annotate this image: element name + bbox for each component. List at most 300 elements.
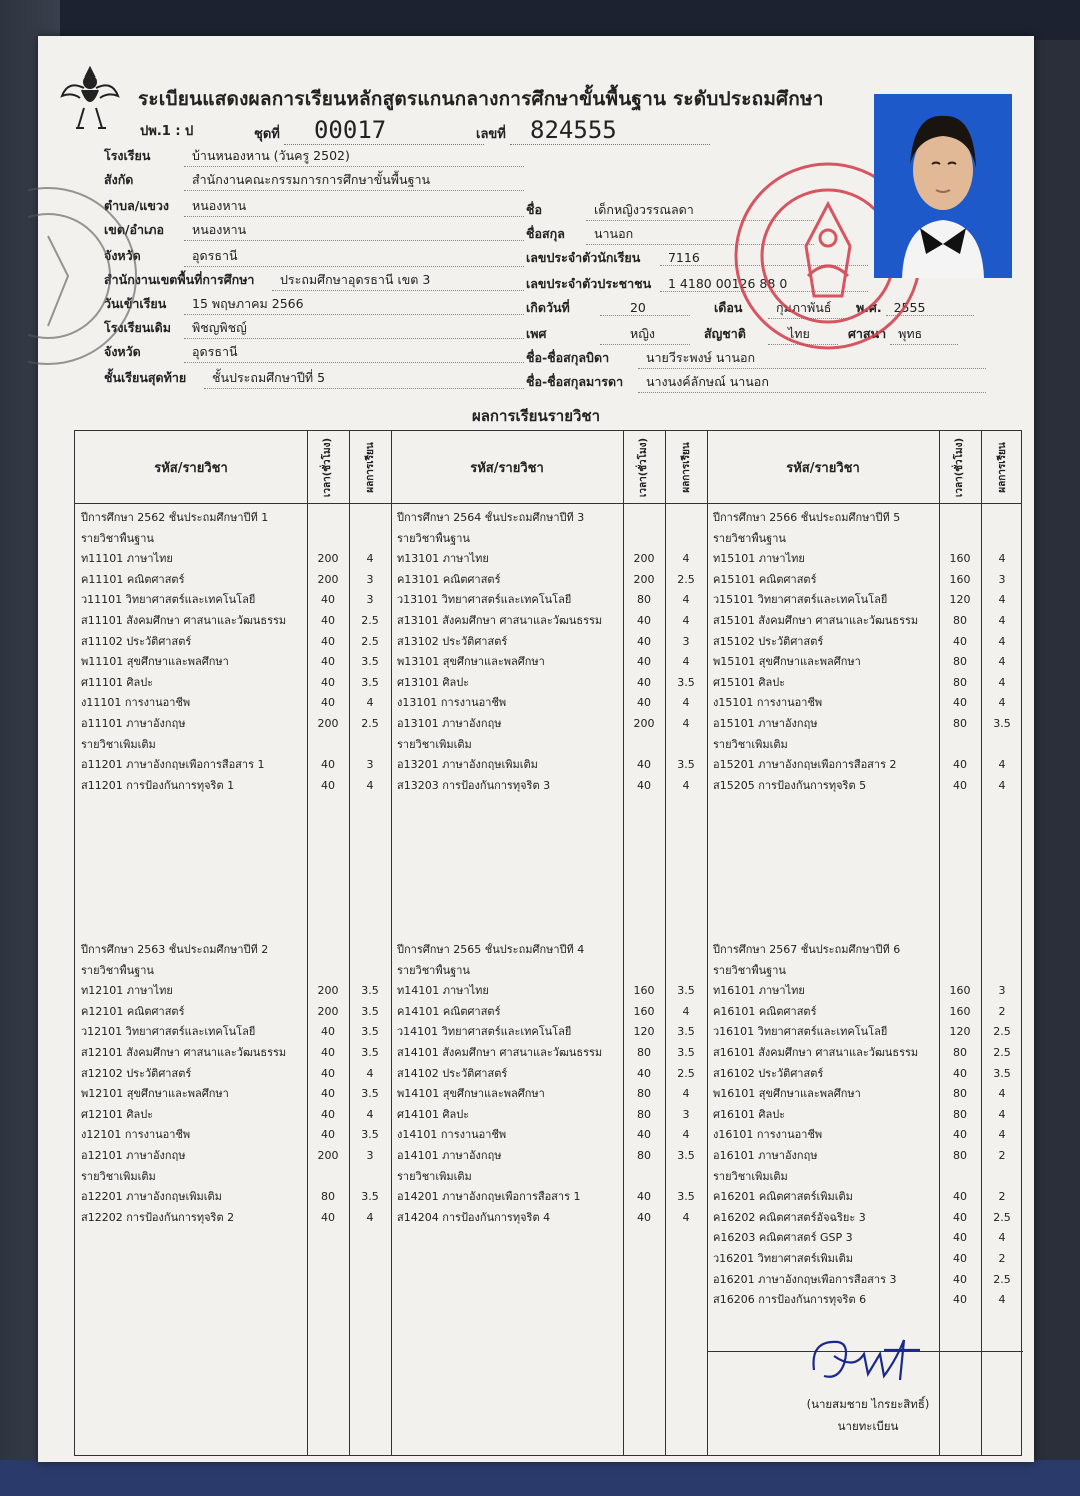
subject-name: ว13101 วิทยาศาสตร์และเทคโนโลยี [397,593,572,607]
subject-hours: 200 [317,572,339,586]
subject-name: ค16101 คณิตศาสตร์ [713,1004,817,1018]
subject-hours: 80 [953,1149,967,1162]
section-heading: ปีการศึกษา 2567 ชั้นประถมศึกษาปีที่ 6 [713,943,901,956]
citizen-id: เลขประจำตัวประชาชน 1 4180 00126 88 0 [526,274,868,294]
school-info-label: ชั้นเรียนสุดท้าย [104,370,187,385]
school-info-label: ตำบล/แขวง [104,198,170,213]
subject-hours: 40 [321,675,335,689]
subject-grade: 4 [998,1231,1006,1245]
subject-hours: 40 [637,1210,651,1224]
subject-grade: 2 [998,1004,1006,1018]
subject-hours: 120 [949,1025,971,1039]
header-divider [75,503,1021,504]
school-info-label: โรงเรียน [104,148,151,163]
school-info-row [104,146,524,167]
subject-hours: 40 [953,634,967,648]
subject-hours: 200 [317,717,339,730]
header-grade [350,435,390,499]
subject-hours: 80 [637,1046,651,1059]
subject-hours: 40 [321,696,335,710]
subject-name: อ16101 ภาษาอังกฤษ [713,1149,818,1162]
subject-name: พ11101 สุขศึกษาและพลศึกษา [81,655,229,669]
subject-hours: 40 [953,1293,967,1307]
subject-grade: 2 [998,1252,1006,1265]
subject-grade: 2 [998,1190,1006,1204]
subject-name: ศ15101 ศิลปะ [713,675,786,689]
subject-grade: 3.5 [361,1190,379,1204]
subject-hours: 40 [321,614,335,627]
subject-grade: 4 [998,1293,1006,1307]
school-info-label: จังหวัด [104,344,141,359]
subject-name: พ15101 สุขศึกษาและพลศึกษา [713,655,861,669]
subject-hours: 40 [953,1066,967,1080]
subject-name: ว16101 วิทยาศาสตร์และเทคโนโลยี [713,1025,888,1039]
subject-name: ส12202 การป้องกันการทุจริต 2 [81,1210,235,1224]
subject-grade: 2.5 [361,614,379,627]
subject-grade: 4 [998,675,1006,689]
subject-name: ว11101 วิทยาศาสตร์และเทคโนโลยี [81,593,256,607]
school-info-row [104,220,524,241]
subject-grade: 4 [998,593,1006,607]
school-info-label: สังกัด [104,172,134,187]
subject-grade: 3 [998,572,1006,586]
subject-name: ท13101 ภาษาไทย [397,552,489,566]
header-subject: รหัส/รายวิชา [470,460,544,476]
school-info-label: วันเข้าเรียน [104,296,167,311]
school-info-label: จังหวัด [104,248,141,263]
subject-name: ค16202 คณิตศาสตร์อัจฉริยะ 3 [713,1210,866,1224]
subject-grade: 4 [998,1107,1006,1121]
sex-nationality-religion: เพศ หญิง สัญชาติ ไทย ศาสนา พุทธ [526,324,958,345]
subject-grade: 4 [366,778,374,792]
subject-name: อ12201 ภาษาอังกฤษเพิ่มเติม [81,1190,222,1204]
school-info-label: โรงเรียนเดิม [104,320,172,335]
subject-hours: 160 [633,1004,655,1018]
subject-name: อ13201 ภาษาอังกฤษเพิ่มเติม [397,758,538,772]
subject-name: อ16201 ภาษาอังกฤษเพื่อการสื่อสาร 3 [713,1272,897,1286]
subject-grade: 3.5 [677,1149,695,1162]
section-heading: รายวิชาเพิ่มเติม [713,1169,788,1183]
subject-grade: 3 [998,984,1006,998]
subject-hours: 40 [637,696,651,710]
header-grade-label: ผลการเรียน [364,441,376,493]
header-subject: รหัส/รายวิชา [786,460,860,476]
school-info-row [104,170,524,191]
subject-hours: 80 [953,717,967,730]
partial-stamp-icon [28,176,138,376]
subject-grade: 4 [366,1107,374,1121]
subject-name: ง11101 การงานอาชีพ [81,696,191,710]
subject-name: ส16102 ประวัติศาสตร์ [713,1066,824,1080]
subject-name: อ14101 ภาษาอังกฤษ [397,1149,502,1162]
header-grade [666,435,706,499]
subject-name: ส11201 การป้องกันการทุจริต 1 [81,778,235,792]
number-row [476,116,710,145]
subject-name: ง12101 การงานอาชีพ [81,1128,191,1142]
number-label: เลขที่ [476,127,506,142]
section-heading: รายวิชาเพิ่มเติม [397,737,472,751]
subject-hours: 40 [953,1252,967,1265]
section-heading: รายวิชาพื้นฐาน [713,531,786,545]
subject-grade: 4 [998,655,1006,669]
subject-hours: 40 [953,1272,967,1286]
subject-hours: 160 [949,572,971,586]
subject-grade: 2.5 [361,634,379,648]
subject-name: พ13101 สุขศึกษาและพลศึกษา [397,655,545,669]
section-heading: ปีการศึกษา 2564 ชั้นประถมศึกษาปีที่ 3 [397,511,585,524]
section-heading: รายวิชาพื้นฐาน [81,531,154,545]
subject-name: ส11102 ประวัติศาสตร์ [81,634,192,648]
subject-grade: 4 [998,614,1006,627]
subject-grade: 3 [682,634,690,648]
subject-hours: 80 [953,1107,967,1121]
header-grade-label: ผลการเรียน [996,441,1008,493]
subject-hours: 40 [637,1190,651,1204]
document-title: ระเบียนแสดงผลการเรียนหลักสูตรแกนกลางการศึกษาขั้นพื้นฐาน ระดับประถมศึกษา [138,88,824,110]
header-grade-label: ผลการเรียน [680,441,692,493]
mother-name: ชื่อ-ชื่อสกุลมารดา นางนงค์ลักษณ์ นานอก [526,372,986,393]
school-info-value: อุดรธานี [184,342,524,363]
subject-grade: 4 [366,1066,374,1080]
subject-name: ค11101 คณิตศาสตร์ [81,572,185,586]
section-heading: รายวิชาเพิ่มเติม [397,1169,472,1183]
subject-name: พ16101 สุขศึกษาและพลศึกษา [713,1087,861,1101]
subject-grade: 4 [682,717,690,730]
subject-hours: 80 [953,675,967,689]
subject-grade: 3.5 [677,758,695,772]
subject-grade: 4 [998,1087,1006,1101]
school-info-label: เขต/อำเภอ [104,222,165,237]
subject-grade: 4 [366,1210,374,1224]
subject-hours: 40 [321,1046,335,1059]
subject-grade: 3.5 [677,1025,695,1039]
subject-name: อ14201 ภาษาอังกฤษเพื่อการสื่อสาร 1 [397,1190,581,1204]
subject-grade: 3.5 [361,1025,379,1039]
subject-name: ง13101 การงานอาชีพ [397,696,507,710]
school-info-row [104,246,524,267]
subject-hours: 40 [321,1066,335,1080]
subject-hours: 200 [633,552,655,566]
school-info-row [104,294,524,315]
subject-grade: 4 [366,696,374,710]
subject-name: ค12101 คณิตศาสตร์ [81,1004,185,1018]
subject-name: ส13203 การป้องกันการทุจริต 3 [397,778,551,792]
subject-name: ส13101 สังคมศึกษา ศาสนาและวัฒนธรรม [397,614,603,627]
school-info-value: อุดรธานี [184,246,524,267]
subject-name: ส14102 ประวัติศาสตร์ [397,1066,508,1080]
school-info-value: บ้านหนองหาน (วันครู 2502) [184,146,524,167]
subject-name: อ11201 ภาษาอังกฤษเพื่อการสื่อสาร 1 [81,758,265,772]
subject-grade: 3.5 [361,1004,379,1018]
subject-name: ค15101 คณิตศาสตร์ [713,572,817,586]
subject-name: ท12101 ภาษาไทย [81,984,173,998]
subject-hours: 40 [637,778,651,792]
subject-name: ค16203 คณิตศาสตร์ GSP 3 [713,1231,853,1245]
subject-name: พ12101 สุขศึกษาและพลศึกษา [81,1087,229,1101]
subject-hours: 40 [321,1210,335,1224]
subject-name: ค14101 คณิตศาสตร์ [397,1004,501,1018]
father-name: ชื่อ-ชื่อสกุลบิดา นายวีระพงษ์ นานอก [526,348,986,369]
subject-hours: 160 [949,552,971,566]
subject-grade: 2 [998,1149,1006,1162]
section-heading: รายวิชาเพิ่มเติม [81,1169,156,1183]
subject-hours: 80 [953,614,967,627]
form-number-row [140,120,193,141]
set-row [254,116,484,145]
subject-name: ท15101 ภาษาไทย [713,552,805,566]
subject-hours: 80 [637,1107,651,1121]
subject-grade: 3.5 [361,1087,379,1101]
subject-grade: 3.5 [361,1128,379,1142]
subject-hours: 160 [633,984,655,998]
header-hours-label: เวลา(ชั่วโมง) [954,437,966,497]
results-title: ผลการเรียนรายวิชา [471,407,601,425]
subject-name: ท16101 ภาษาไทย [713,984,805,998]
section-heading: ปีการศึกษา 2562 ชั้นประถมศึกษาปีที่ 1 [81,511,269,524]
set-value: 00017 [284,116,484,145]
student-id: เลขประจำตัวนักเรียน 7116 [526,248,868,268]
background-bottom [0,1460,1080,1496]
student-photo [874,94,1012,278]
header-hours [940,435,980,499]
subject-grade: 3.5 [993,1066,1011,1080]
section-heading: รายวิชาพื้นฐาน [81,963,154,977]
subject-hours: 40 [953,1190,967,1204]
school-info-value: ประถมศึกษาอุดรธานี เขต 3 [272,270,524,291]
header-hours [308,435,348,499]
school-info-value: 15 พฤษภาคม 2566 [184,294,524,315]
subject-name: ค16201 คณิตศาสตร์เพิ่มเติม [713,1190,853,1204]
subject-grade: 3 [366,758,374,772]
student-name: ชื่อ เด็กหญิงวรรณลดา [526,200,814,221]
subject-name: ว14101 วิทยาศาสตร์และเทคโนโลยี [397,1025,572,1039]
subject-hours: 40 [953,758,967,772]
subject-hours: 80 [637,1149,651,1162]
subject-hours: 40 [637,1066,651,1080]
section-heading: รายวิชาเพิ่มเติม [81,737,156,751]
subject-name: ว16201 วิทยาศาสตร์เพิ่มเติม [713,1252,854,1265]
subject-grade: 3.5 [677,675,695,689]
subject-grade: 3 [682,1107,690,1121]
subject-grade: 4 [682,696,690,710]
subject-name: อ13101 ภาษาอังกฤษ [397,717,502,730]
school-info-value: สำนักงานคณะกรรมการการศึกษาขั้นพื้นฐาน [184,170,524,191]
subject-hours: 40 [953,1210,967,1224]
header-hours [624,435,664,499]
subject-name: ง16101 การงานอาชีพ [713,1128,823,1142]
subject-grade: 4 [998,758,1006,772]
school-info-value: พิชญพิชญ์ [184,318,524,339]
school-info-value: หนองหาน [184,196,524,217]
subject-hours: 40 [321,1025,335,1039]
school-info-row [104,342,524,363]
subject-grade: 4 [682,552,690,566]
subject-name: ท11101 ภาษาไทย [81,552,173,566]
subject-grade: 3.5 [677,984,695,998]
subject-name: ส12102 ประวัติศาสตร์ [81,1066,192,1080]
subject-name: ว15101 วิทยาศาสตร์และเทคโนโลยี [713,593,888,607]
subject-name: ท14101 ภาษาไทย [397,984,489,998]
subject-name: ศ16101 ศิลปะ [713,1107,786,1121]
subject-name: ค13101 คณิตศาสตร์ [397,572,501,586]
subject-name: ง14101 การงานอาชีพ [397,1128,507,1142]
garuda-emblem-icon [58,62,122,134]
subject-hours: 40 [637,675,651,689]
subject-name: อ15101 ภาษาอังกฤษ [713,717,818,730]
subject-hours: 80 [637,593,651,607]
subject-grade: 2.5 [677,1066,695,1080]
subject-hours: 40 [637,655,651,669]
school-info-row [104,318,524,339]
subject-grade: 4 [682,655,690,669]
registrar-title: นายทะเบียน [837,1419,899,1433]
subject-name: ส13102 ประวัติศาสตร์ [397,634,508,648]
subject-grade: 4 [998,696,1006,710]
form-label: ปพ.1 : ป [140,124,194,139]
subject-hours: 200 [317,1149,339,1162]
subject-hours: 160 [949,1004,971,1018]
column-divider [391,431,392,1455]
school-info-row [104,270,524,291]
subject-grade: 3.5 [361,675,379,689]
subject-grade: 4 [998,778,1006,792]
section-heading: รายวิชาพื้นฐาน [713,963,786,977]
school-info-label: สำนักงานเขตพื้นที่การศึกษา [104,272,255,287]
subject-name: ส14204 การป้องกันการทุจริต 4 [397,1210,551,1224]
subject-name: ส15205 การป้องกันการทุจริต 5 [713,778,867,792]
subject-grade: 3 [366,572,374,586]
subject-name: ส11101 สังคมศึกษา ศาสนาและวัฒนธรรม [81,614,287,627]
subject-hours: 40 [953,778,967,792]
subject-hours: 40 [953,1128,967,1142]
subject-grade: 2.5 [677,572,695,586]
subject-grade: 4 [682,593,690,607]
number-value: 824555 [510,116,710,145]
subject-hours: 40 [321,778,335,792]
results-table [74,430,1022,1456]
subject-name: อ15201 ภาษาอังกฤษเพื่อการสื่อสาร 2 [713,758,897,772]
subject-grade: 3.5 [677,1046,695,1059]
transcript-paper [38,36,1034,1462]
student-portrait-icon [874,94,1012,278]
set-label: ชุดที่ [254,127,280,142]
subject-grade: 2.5 [993,1210,1011,1224]
school-info-row [104,368,524,389]
subject-grade: 4 [998,552,1006,566]
subject-grade: 3 [366,1149,374,1162]
subject-grade: 4 [682,1210,690,1224]
section-heading: ปีการศึกษา 2566 ชั้นประถมศึกษาปีที่ 5 [713,511,901,524]
subject-hours: 200 [317,1004,339,1018]
section-heading: รายวิชาพื้นฐาน [397,531,470,545]
subject-name: อ11101 ภาษาอังกฤษ [81,717,186,730]
subject-name: ง15101 การงานอาชีพ [713,696,823,710]
header-hours-label: เวลา(ชั่วโมง) [322,437,334,497]
subject-hours: 40 [321,1128,335,1142]
subject-hours: 40 [321,758,335,772]
subject-name: ส16101 สังคมศึกษา ศาสนาและวัฒนธรรม [713,1046,919,1059]
header-grade [982,435,1022,499]
school-info-value: ชั้นประถมศึกษาปีที่ 5 [204,368,524,389]
subject-name: ส16206 การป้องกันการทุจริต 6 [713,1293,867,1307]
subject-name: อ12101 ภาษาอังกฤษ [81,1149,186,1162]
subject-grade: 3.5 [361,984,379,998]
subject-name: พ14101 สุขศึกษาและพลศึกษา [397,1087,545,1101]
subject-name: ศ12101 ศิลปะ [81,1107,154,1121]
subject-hours: 160 [949,984,971,998]
subject-hours: 80 [321,1190,335,1204]
subject-grade: 2.5 [993,1046,1011,1059]
subject-name: ศ11101 ศิลปะ [81,675,154,689]
subject-name: ส15102 ประวัติศาสตร์ [713,634,824,648]
subject-grade: 4 [998,1128,1006,1142]
birth-date: เกิดวันที่ 20 เดือน กุมภาพันธ์ พ.ศ. 2555 [526,298,974,319]
subject-grade: 4 [682,1128,690,1142]
subject-grade: 2.5 [361,717,379,730]
subject-hours: 120 [633,1025,655,1039]
subject-name: ศ13101 ศิลปะ [397,675,470,689]
subject-grade: 4 [682,614,690,627]
subject-hours: 200 [633,572,655,586]
subject-hours: 120 [949,593,971,607]
section-heading: รายวิชาพื้นฐาน [397,963,470,977]
subject-grade: 4 [682,1004,690,1018]
section-heading: ปีการศึกษา 2565 ชั้นประถมศึกษาปีที่ 4 [397,943,585,956]
subject-hours: 200 [633,717,655,730]
subject-name: ส12101 สังคมศึกษา ศาสนาและวัฒนธรรม [81,1046,287,1059]
subject-name: ว12101 วิทยาศาสตร์และเทคโนโลยี [81,1025,256,1039]
subject-hours: 40 [321,1087,335,1101]
subject-grade: 3.5 [361,655,379,669]
subject-name: ศ14101 ศิลปะ [397,1107,470,1121]
subject-hours: 40 [637,758,651,772]
subject-hours: 40 [953,1231,967,1245]
subject-hours: 200 [317,984,339,998]
subject-hours: 80 [953,1046,967,1059]
subject-hours: 80 [953,655,967,669]
subject-hours: 40 [637,634,651,648]
subject-grade: 4 [998,634,1006,648]
subject-hours: 40 [321,634,335,648]
section-heading: ปีการศึกษา 2563 ชั้นประถมศึกษาปีที่ 2 [81,943,269,956]
registrar-name: (นายสมชาย ไกรยะสิทธิ์) [806,1397,930,1411]
subject-hours: 200 [317,552,339,566]
header-subject: รหัส/รายวิชา [154,460,228,476]
subject-name: ส15101 สังคมศึกษา ศาสนาและวัฒนธรรม [713,614,919,627]
background-top [0,0,1080,40]
signature-icon [804,1330,924,1390]
subject-grade: 3.5 [677,1190,695,1204]
subject-hours: 40 [321,655,335,669]
column-divider [707,431,708,1455]
school-info-row [104,196,524,217]
subject-hours: 80 [953,1087,967,1101]
subject-grade: 4 [682,1087,690,1101]
subject-grade: 3.5 [361,1046,379,1059]
subject-grade: 4 [682,778,690,792]
subject-grade: 4 [366,552,374,566]
subject-hours: 40 [321,593,335,607]
subject-grade: 3 [366,593,374,607]
student-surname: ชื่อสกุล นานอก [526,224,814,245]
school-info-value: หนองหาน [184,220,524,241]
header-hours-label: เวลา(ชั่วโมง) [638,437,650,497]
subject-name: ส14101 สังคมศึกษา ศาสนาและวัฒนธรรม [397,1046,603,1059]
subject-grade: 3.5 [993,717,1011,730]
subject-hours: 40 [321,1107,335,1121]
subject-hours: 40 [637,614,651,627]
subject-grade: 2.5 [993,1025,1011,1039]
